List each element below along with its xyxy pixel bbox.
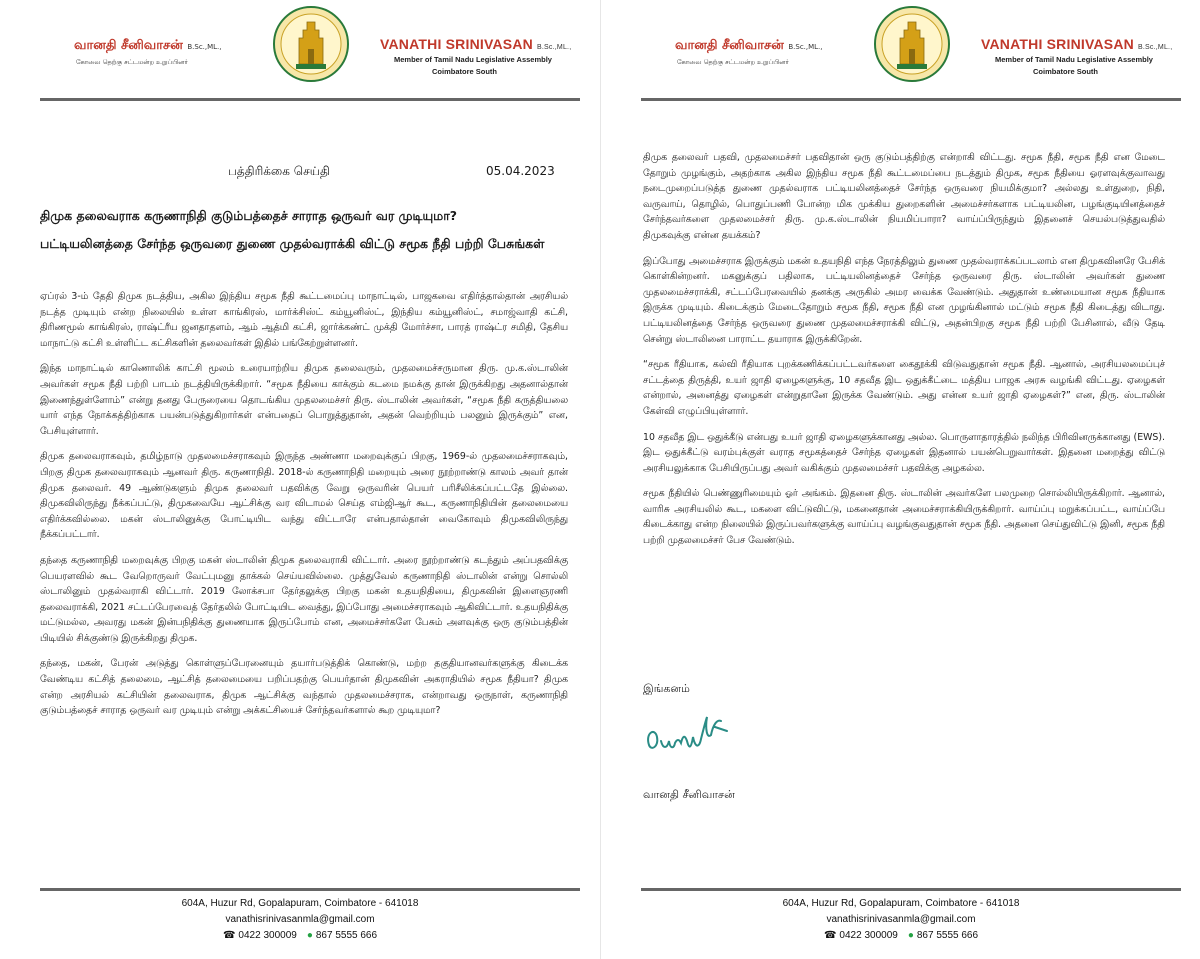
letterhead-name-tamil: வானதி சீனிவாசன் B.Sc.,ML.,	[675, 38, 823, 53]
footer-contacts	[0, 928, 600, 944]
paragraph: இப்போது அமைச்சராக இருக்கும் மகன் உதயநிதி எந்த நேரத்திலும் துணை முதல்வராக்கப்படலாம் என திமுகவினரே பேசிக் கொள்கின்றனர். மகனுக்குப் பதிலாக, பட்டியலினத்தைச் சேர்ந்த ஒருவரை திரு. ஸ்டாலின் அவர்கள் துணை முதலமைச்சராக்கி, சட்டப்பேரவையில் தனக்கு அருகில் அமர வைக்க வேண்டும். அதுதான் உண்மையான சமூக நீதியாக இருக்க முடியும். கிடைக்கும் மேடைதோறும் சமூக நீதி, சமூக நீதி என முழங்கினால் மட்டும் சமூக நீதி கிடைத்து விடாது. பட்டியலினத்தை சேர்ந்த ஒருவரை துணை முதலமைச்சராக்கி விட்டு, அதன்பிறகு சமூக நீதி பற்றி பேசினால், வீடு தேடி சென்று ஸ்டாலினை பாராட்ட தயாராக இருக்கிறேன்.	[643, 255, 1165, 345]
footer	[601, 896, 1200, 944]
letterhead-degree-en: B.Sc.,ML.,	[537, 44, 572, 51]
press-release-page-2	[600, 0, 1200, 959]
header-divider	[641, 98, 1181, 101]
phone-icon: ☎	[823, 930, 837, 941]
paragraph: ஏப்ரல் 3-ம் தேதி திமுக நடத்திய, அகில இந்திய சமூக நீதி கூட்டமைப்பு மாநாட்டில், பாஜகவை எதிர்த்தால்தான் அரசியல் நடத்த முடியும் என்ற நிலையில் உள்ள காங்கிரஸ், மார்க்சிஸ்ட் கம்யூனிஸ்ட், இந்திய கம்யூனிஸ்ட், சமாஜ்வாதி கட்சி, திரிணமூல் காங்கிரஸ், ராஷ்ட்ரீய ஜனதாதளம், ஆம் ஆத்மி கட்சி, ஜார்க்கண்ட் முக்தி மோர்ச்சா, பாரத் ராஷ்ட்ர சமிதி, தேசிய மாநாட்டு கட்சி உள்ளிட்ட கட்சிகளின் தலைவர்கள் இதில் பங்கேற்றுள்ளனர்.	[40, 291, 568, 349]
letterhead-name-tamil: வானதி சீனிவாசன் B.Sc.,ML.,	[74, 38, 222, 53]
signature-image	[641, 705, 751, 765]
paragraph: இந்த மாநாட்டில் காணொலிக் காட்சி மூலம் உரையாற்றிய திமுக தலைவரும், முதலமைச்சருமான திரு. மு.க.ஸ்டாலின் அவர்கள் சமூக நீதி பற்றி பாடம் நடத்தியிருக்கிறார். “சமூக நீதியை காக்கும் கடமை நமக்கு தான் இருக்கிறது அதனால்தான் இணைந்துள்ளோம்” என்று தனது பேருரையை தொடங்கிய முதலமைச்சர் திரு. ஸ்டாலின் அவர்கள், “சமூக நீதி கருத்தியலை யார் எந்த நோக்கத்திற்காக பயன்படுத்துகிறார்கள் என்பதைப் பொறுத்துதான், அதன் வெற்றியும் பலனும் இருக்கும்” என, பேசியுள்ளார்.	[40, 363, 568, 437]
letterhead-subtitle-tamil: கோவை தெற்கு சட்டமன்ற உறுப்பினர்	[677, 58, 789, 66]
whatsapp-icon: ●	[907, 930, 914, 941]
footer-address: 604A, Huzur Rd, Gopalapuram, Coimbatore - 641018	[782, 898, 1020, 909]
letterhead-subtitle-tamil: கோவை தெற்கு சட்டமன்ற உறுப்பினர்	[76, 58, 188, 66]
doc-date: 05.04.2023	[486, 164, 555, 178]
paragraph: தந்தை, மகன், பேரன் அடுத்து கொள்ளுப்பேரனையும் தயார்படுத்திக் கொண்டு, மற்ற தகுதியானவர்களுக்கு கிடைக்க வேண்டிய கட்சித் தலைமை, ஆட்சித் தலைமையை பறிப்பதற்கு பெயர்தான் திமுகவின் அகராதியில் சமூக நீதியா? திமுக என்ற அரசியல் கட்சியின் தலைவராக, திமுக ஆட்சிக்கு வந்தால் முதலமைச்சராக, என்றாவது ஒருநாள், கருணாநிதி குடும்பத்தைச் சாராத ஒருவர் வர முடியும் என்று அக்கட்சியைச் சேர்ந்தவர்களால் கூற முடியுமா?	[40, 658, 568, 717]
footer-email: vanathisrinivasanmla@gmail.com	[225, 914, 375, 925]
tamil-nadu-emblem-icon	[873, 4, 951, 84]
phone-icon: ☎	[222, 930, 236, 941]
letterhead-designation: Member of Tamil Nadu Legislative Assembly	[394, 55, 552, 64]
subheadline: பட்டியலினத்தை சேர்ந்த ஒருவரை துணை முதல்வராக்கி விட்டு சமூக நீதி பற்றி பேசுங்கள்	[40, 236, 545, 251]
paragraph: 10 சதவீத இட ஒதுக்கீடு என்பது உயர் ஜாதி ஏழைகளுக்கானது அல்ல. பொருளாதாரத்தில் நலிந்த பிரிவினருக்கானது (EWS). இட ஒதுக்கீட்டு வரம்புக்குள் வராத சமூகத்தைச் சேர்ந்த ஏழைகள் இதனால் பயன்பெறுவார்கள். இதனை மறைத்து விட்டு அரசியலுக்காக பேசியிருப்பது அவர் வகிக்கும் முதலமைச்சர் பதவிக்கு அழகல்ல.	[643, 431, 1165, 474]
footer-email: vanathisrinivasanmla@gmail.com	[826, 914, 976, 925]
footer-contacts	[601, 928, 1200, 944]
letterhead-degree: B.Sc.,ML.,	[788, 43, 823, 51]
paragraph: திமுக தலைவர் பதவி, முதலமைச்சர் பதவிதான் ஒரு குடும்பத்திற்கு என்றாகி விட்டது. சமூக நீதி, சமூக நீதி என மேடை தோறும் முழங்கும், அதற்காக அகில இந்திய சமூக நீதி கூட்டமைப்பை நடத்தும் திமுக, சமூக நீதியை ஓரளவுக்குவாவது நடைமுறைப்படுத்த துணை முதல்வராக பட்டியலினத்தைச் சேர்ந்த ஒருவரை நியமிக்குமா? அல்லது உள்துறை, நிதி, வருவாய், தொழில், பொதுப்பணி போன்ற மிக முக்கிய துறைகளின் அமைச்சர்களாக பட்டியலின, பழங்குடியினத்தைச் சேர்ந்தவர்களை முதலமைச்சர் திரு. மு.க.ஸ்டாலின் நியமிப்பாரா? வாய்ப்பிருந்தும் இதனைச் செயல்படுத்துவதில் திமுகவுக்கு என்ன தயக்கம்?	[643, 152, 1165, 241]
whatsapp-contact: ● 867 5555 666	[307, 928, 377, 944]
whatsapp-icon: ●	[306, 930, 313, 941]
closing-salutation: இங்கனம்	[643, 682, 690, 695]
paragraph: சமூக நீதியில் பெண்ணுரிமையும் ஓர் அங்கம். இதனை திரு. ஸ்டாலின் அவர்களே பலமுறை சொல்லியிருக்கிறார். ஆனால், வாரிசு அரசியலில் கூட, மகளை விட்டுவிட்டு, மகனைதான் அமைச்சராக்கியிருக்கிறார். வாய்ப்பு மறுக்கப்பட்ட, வாய்ப்பே கிடைக்காது என்ற நிலையில் இருப்பவர்களுக்கு வாய்ப்பு வழங்குவதுதான் சமூக நீதி. அதனை செய்துவிட்டு இனி, சமூக நீதி பற்றி முதலமைச்சர் பேச வேண்டும்.	[643, 488, 1165, 547]
footer-address: 604A, Huzur Rd, Gopalapuram, Coimbatore - 641018	[181, 898, 419, 909]
footer	[0, 896, 600, 944]
body-text	[40, 289, 568, 729]
headline: திமுக தலைவராக கருணாநிதி குடும்பத்தைச் சாராத ஒருவர் வர முடியுமா?	[40, 208, 458, 223]
letterhead-degree: B.Sc.,ML.,	[187, 43, 222, 51]
letterhead-constituency: Coimbatore South	[432, 67, 497, 76]
letterhead	[601, 0, 1200, 100]
signatory-name: வானதி சீனிவாசன்	[643, 788, 735, 801]
letterhead-designation: Member of Tamil Nadu Legislative Assembly	[995, 55, 1153, 64]
paragraph: திமுக தலைவராகவும், தமிழ்நாடு முதலமைச்சராகவும் இருந்த அண்ணா மறைவுக்குப் பிறகு, 1969-ல் முதலமைச்சராகவும், பிறகு திமுக தலைவராகவும் ஆனவர் திரு. கருணாநிதி. 2018-ல் கருணாநிதி மறையும் அரை நூற்றாண்டு காலம் அவர் தான் திமுக தலைவர். 49 ஆண்டுகளும் திமுக தலைவர் பதவிக்கு வேறு ஒருவரின் பெயர் பரிசீலிக்கப்பட்டதே இல்லை. திமுகவிலிருந்து நீக்கப்பட்டு, திமுகவையே ஆட்சிக்கு வர விடாமல் செய்த எம்ஜிஆர் கூட, கருணாநிதியின் தலைமையை எதிர்க்கவில்லை. மகன் ஸ்டாலினுக்கு போட்டியிட வந்து விட்டாரே என்பதால்தான் வைகோவும் திமுகவிலிருந்து நீக்கப்பட்டார்.	[40, 451, 568, 541]
paragraph: “சமூக ரீதியாக, கல்வி ரீதியாக புறக்கணிக்கப்பட்டவர்களை கைதூக்கி விடுவதுதான் சமூக நீதி. ஆனால், அரசியலமைப்புச் சட்டத்தை திருத்தி, உயர் ஜாதி ஏழைகளுக்கு, 10 சதவீத இட ஒதுக்கீட்டை மத்திய பாஜக அரசு வழங்கி விட்டது. ஏழைகள் என்றால், அனைத்து ஏழைகள் என்றுதானே இருக்க வேண்டும். அது என்ன உயர் ஜாதி ஏழைகள்?” என, திரு. ஸ்டாலின் கேள்வி எழுப்பியுள்ளார்.	[643, 359, 1165, 417]
body-text	[643, 150, 1165, 559]
phone-contact: ☎ 0422 300009	[223, 928, 297, 944]
letterhead-constituency: Coimbatore South	[1033, 67, 1098, 76]
letterhead	[0, 0, 600, 100]
footer-divider	[641, 888, 1181, 891]
tamil-nadu-emblem-icon	[272, 4, 350, 84]
letterhead-name-english: VANATHI SRINIVASAN B.Sc.,ML.,	[380, 36, 572, 52]
header-divider	[40, 98, 580, 101]
footer-divider	[40, 888, 580, 891]
phone-contact: ☎ 0422 300009	[824, 928, 898, 944]
letterhead-degree-en: B.Sc.,ML.,	[1138, 44, 1173, 51]
whatsapp-contact: ● 867 5555 666	[908, 928, 978, 944]
paragraph: தந்தை கருணாநிதி மறைவுக்கு பிறகு மகன் ஸ்டாலின் திமுக தலைவராகி விட்டார். அரை நூற்றாண்டு கடந்தும் அப்பதவிக்கு பெயரளவில் கூட வேறொருவர் வேட்புமனு தாக்கல் செய்யவில்லை. முத்துவேல் கருணாநிதி ஸ்டாலின் என்று சொல்லி ஸ்டாலினும் முதல்வராகி விட்டார். 2019 லோக்சபா தேர்தலுக்கு பிறகு மகன் உதயநிதியை, திமுகவின் இளைஞரணி தலைவராக்கி, 2021 சட்டப்பேரவைத் தேர்தலில் போட்டியிட வைத்து, இப்போது அமைச்சராகவும் ஆகிவிட்டார். உதயநிதிக்கு மட்டுமல்ல, அவரது மகன் இன்பநிதிக்கு துணையாக இருப்போம் என, அமைச்சர்களே பேசும் அளவுக்கு ஒரு குடும்பத்தின் பிடியில் சிக்குண்டு இருக்கிறது திமுக.	[40, 554, 568, 644]
doc-title: பத்திரிக்கை செய்தி	[228, 164, 330, 178]
letterhead-name-english: VANATHI SRINIVASAN B.Sc.,ML.,	[981, 36, 1173, 52]
